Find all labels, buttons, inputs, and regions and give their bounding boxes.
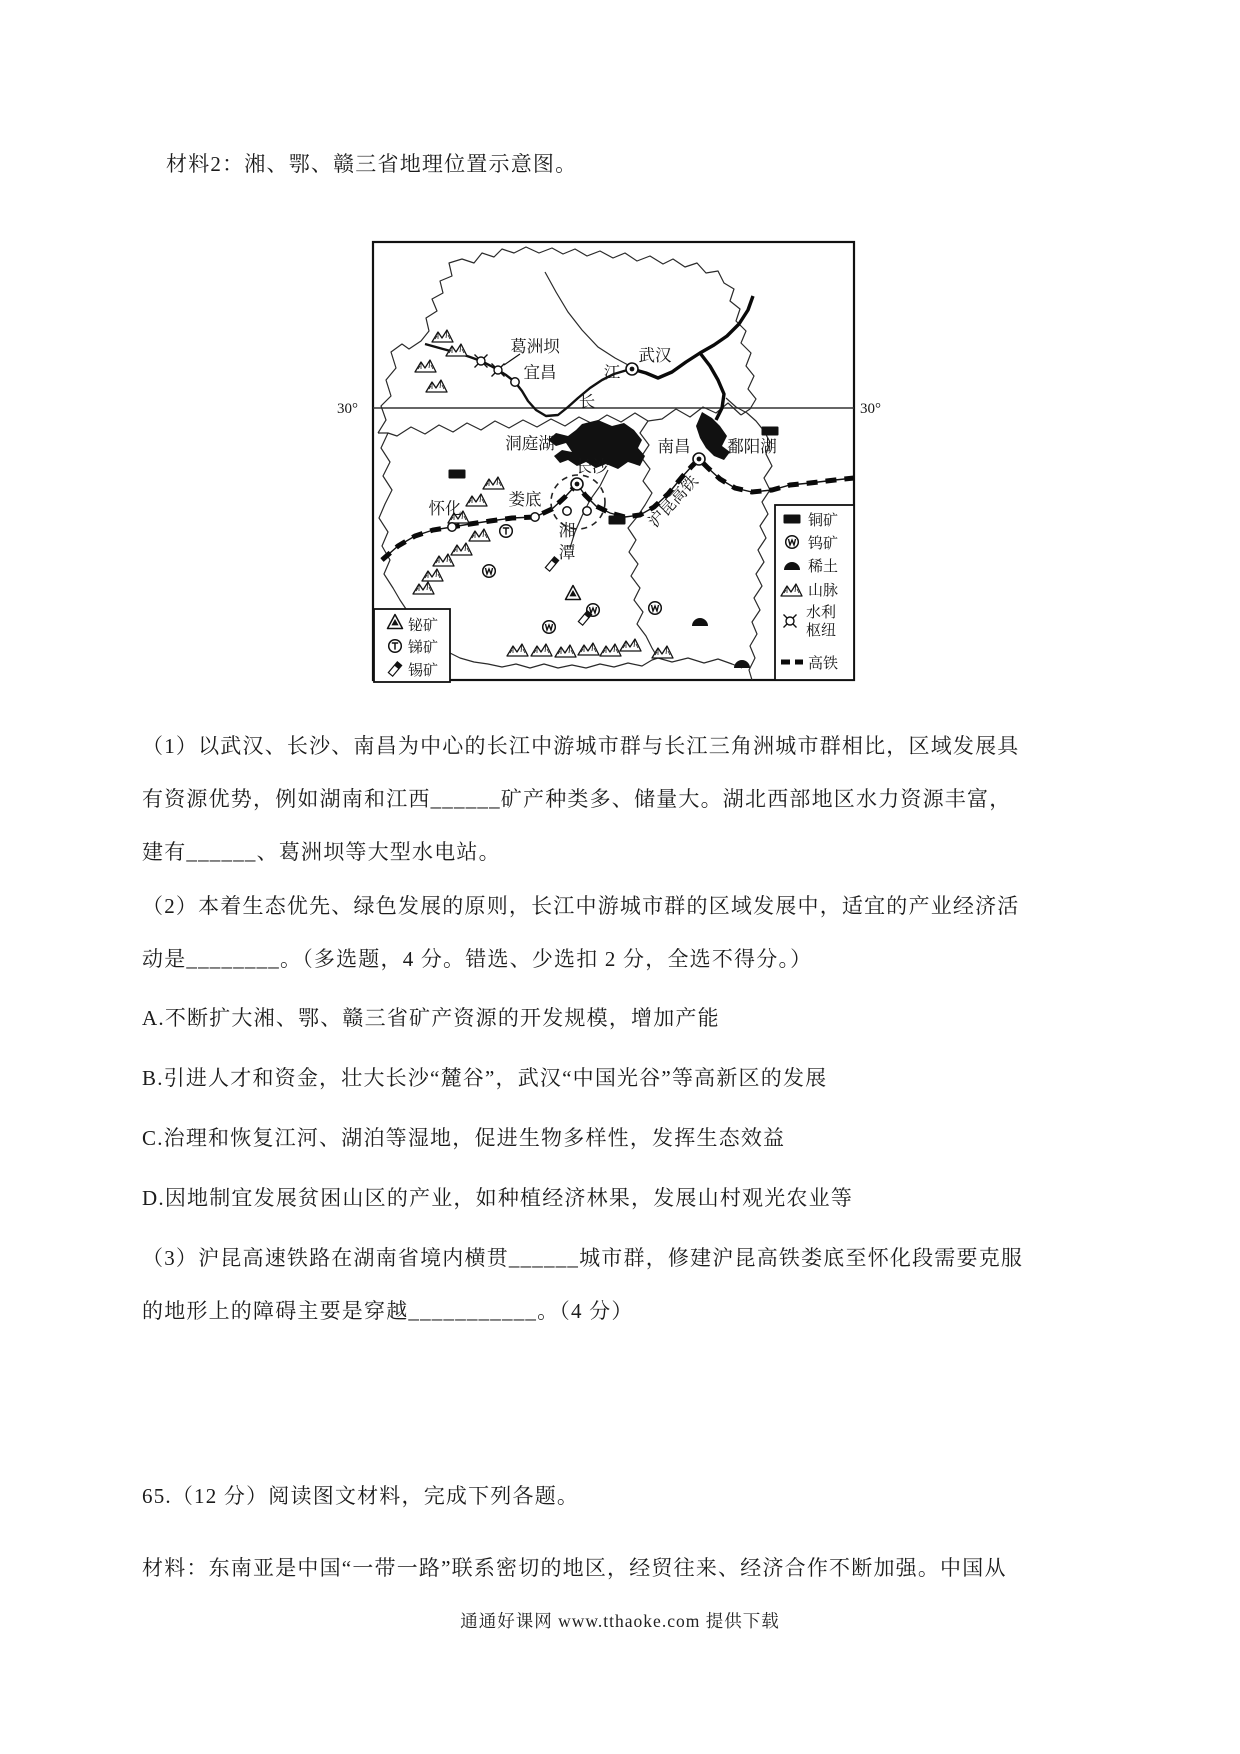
question65-heading: 65.（12 分）阅读图文材料，完成下列各题。 <box>142 1484 580 1508</box>
question1-line2: 有资源优势，例如湖南和江西______矿产种类多、储量大。湖北西部地区水力资源丰富， <box>142 787 1012 811</box>
tungsten-ore-icon <box>649 602 662 615</box>
label-gezhouba: 葛洲坝 <box>510 338 560 356</box>
question1-line3: 建有______、葛洲坝等大型水电站。 <box>142 840 501 864</box>
legend-tungsten-icon <box>786 536 799 549</box>
label-loudi: 娄底 <box>508 491 542 509</box>
legend-mountains-label: 山脉 <box>808 582 839 599</box>
latitude-label-right: 30° <box>860 401 881 417</box>
city-marker-changsha <box>571 478 583 490</box>
question3-line2: 的地形上的障碍主要是穿越___________。（4 分） <box>142 1299 634 1323</box>
copper-ore-icon <box>449 470 466 479</box>
bismuth-ore-icon <box>566 586 581 600</box>
label-chang: 长 <box>578 393 596 411</box>
label-xiangtan-xiang: 湘 <box>558 522 576 540</box>
latitude-label-left: 30° <box>337 401 358 417</box>
city-marker-zhuzhou <box>583 507 591 515</box>
label-dongtinghu: 洞庭湖 <box>505 435 555 453</box>
city-marker-wuhan <box>626 363 638 375</box>
legend-dam-label-line2: 枢纽 <box>806 622 837 639</box>
legend-dam-icon <box>784 615 797 628</box>
legend-rare-earth-label: 稀土 <box>808 558 839 575</box>
label-xiangtan-tan: 潭 <box>558 544 576 562</box>
material2-heading: 材料2：湘、鄂、赣三省地理位置示意图。 <box>166 152 578 176</box>
option-c: C.治理和恢复江河、湖泊等湿地，促进生物多样性，发挥生态效益 <box>142 1126 786 1150</box>
option-a: A.不断扩大湘、鄂、赣三省矿产资源的开发规模，增加产能 <box>142 1006 720 1030</box>
legend-tungsten-label: 钨矿 <box>808 535 839 552</box>
rare-earth-icon <box>692 618 708 626</box>
material-paragraph: 材料：东南亚是中国“一带一路”联系密切的地区，经贸往来、经济合作不断加强。中国从 <box>142 1556 1007 1580</box>
city-marker-loudi <box>531 513 539 521</box>
question3-line1: （3）沪昆高速铁路在湖南省境内横贯______城市群，修建沪昆高铁娄底至怀化段需要克服 <box>142 1246 1024 1270</box>
question2-line1: （2）本着生态优先、绿色发展的原则，长江中游城市群的区域发展中，适宜的产业经济活 <box>142 894 1020 918</box>
city-marker-nanchang <box>693 453 705 465</box>
legend-copper-label: 铜矿 <box>808 512 839 529</box>
province-map-svg <box>330 230 910 695</box>
legend-tin-label: 锡矿 <box>408 662 439 679</box>
tungsten-ore-icon <box>543 621 556 634</box>
question1-line1: （1）以武汉、长沙、南昌为中心的长江中游城市群与长江三角洲城市群相比，区域发展具 <box>142 734 1020 758</box>
tin-ore-icon <box>578 611 591 625</box>
label-jiang: 江 <box>603 364 621 382</box>
rare-earth-icon <box>734 660 750 668</box>
province-map-figure <box>330 230 910 695</box>
legend-dam-label-line1: 水利 <box>806 604 837 621</box>
label-huaihua: 怀化 <box>428 500 462 518</box>
legend-bismuth-label: 铋矿 <box>408 617 439 634</box>
legend-copper-icon <box>784 515 801 524</box>
legend-right <box>775 505 854 680</box>
option-b: B.引进人才和资金，壮大长沙“麓谷”，武汉“中国光谷”等高新区的发展 <box>142 1066 828 1090</box>
city-marker-yichang <box>511 378 519 386</box>
label-changsha: 长沙 <box>575 458 609 476</box>
legend-rail-label: 高铁 <box>808 655 839 672</box>
dam-icon-gezhouba <box>492 364 505 377</box>
legend-antimony-label: 锑矿 <box>408 639 439 656</box>
copper-ore-icon <box>762 427 779 436</box>
tungsten-ore-icon <box>483 565 496 578</box>
legend-antimony-icon <box>389 640 402 653</box>
label-poyanghu: 鄱阳湖 <box>727 438 777 456</box>
question2-line2: 动是________。（多选题，4 分。错选、少选扣 2 分，全选不得分。） <box>142 947 813 971</box>
label-wuhan: 武汉 <box>638 347 672 365</box>
label-yichang: 宜昌 <box>523 364 557 382</box>
label-nanchang: 南昌 <box>657 438 691 456</box>
option-d: D.因地制宜发展贫困山区的产业，如种植经济林果，发展山村观光农业等 <box>142 1186 854 1210</box>
label-hukun-rail: 沪昆高铁 <box>645 472 702 532</box>
tin-ore-icon <box>545 557 558 571</box>
site-footer: 通通好课网 www.tthaoke.com 提供下载 <box>460 1611 780 1631</box>
legend-left <box>374 609 450 682</box>
copper-ore-icon <box>609 516 626 525</box>
dam-icon-sanxia <box>475 355 488 368</box>
city-marker-huaihua <box>448 523 456 531</box>
antimony-ore-icon <box>500 525 513 538</box>
city-marker-xiangtan <box>563 507 571 515</box>
